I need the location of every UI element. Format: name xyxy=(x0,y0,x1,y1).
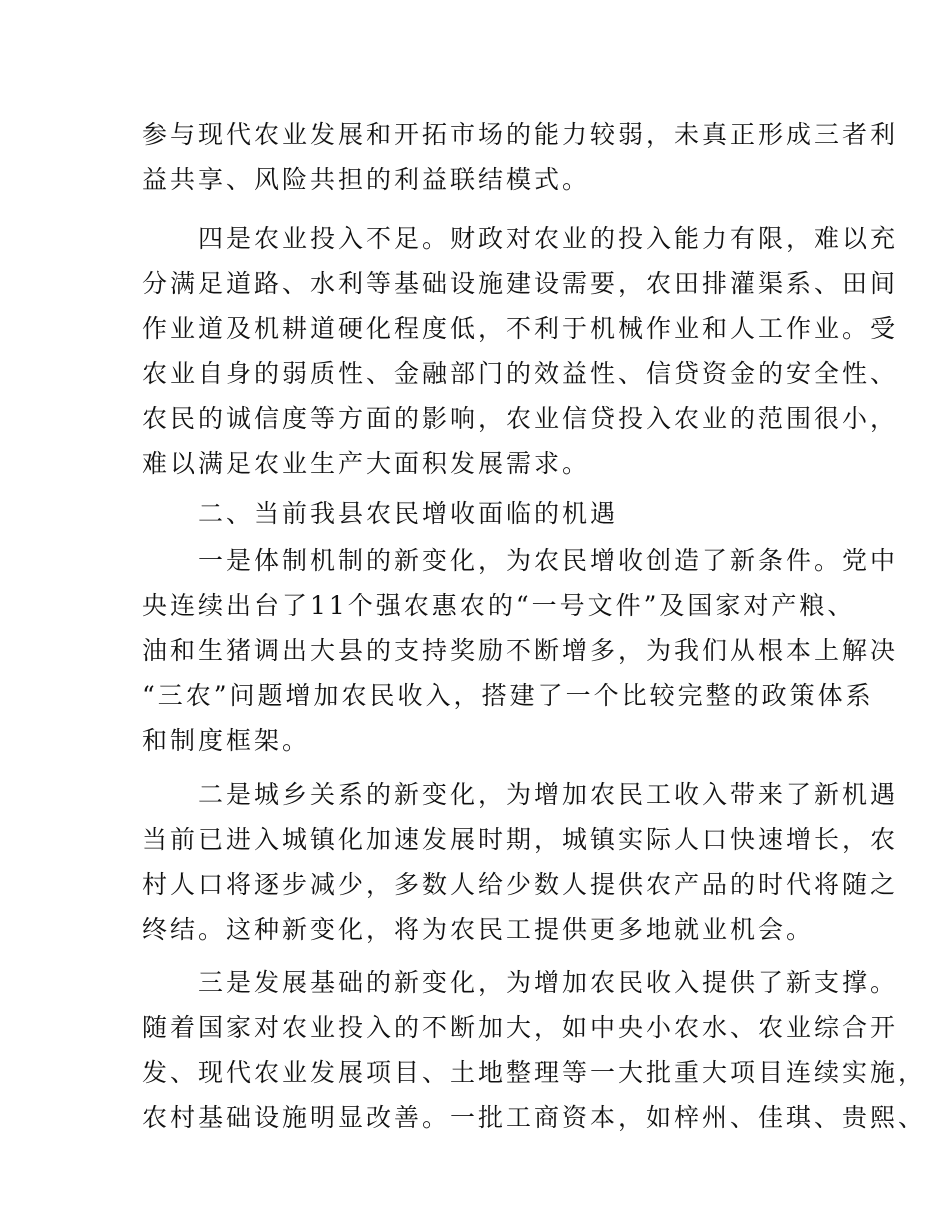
text-line: 一是体制机制的新变化，为农民增收创造了新条件。党中 xyxy=(142,546,899,575)
text-line: 参与现代农业发展和开拓市场的能力较弱，未真正形成三者利 xyxy=(142,120,899,149)
text-line: 分满足道路、水利等基础设施建设需要，农田排灌渠系、田间 xyxy=(142,269,899,298)
text-line: 随着国家对农业投入的不断加大，如中央小农水、农业综合开 xyxy=(142,1013,899,1042)
text-line: 农业自身的弱质性、金融部门的效益性、信贷资金的安全性、 xyxy=(142,359,899,388)
text-line: 村人口将逐步减少，多数人给少数人提供农产品的时代将随之 xyxy=(142,870,899,899)
section-heading: 二、当前我县农民增收面临的机遇 xyxy=(142,499,619,528)
text-line: 发、现代农业发展项目、土地整理等一大批重大项目连续实施， xyxy=(142,1058,927,1087)
text-line: 和制度框架。 xyxy=(142,726,311,755)
text-line: 农村基础设施明显改善。一批工商资本，如梓州、佳琪、贵熙、 xyxy=(142,1103,927,1132)
text-line: “三农”问题增加农民收入，搭建了一个比较完整的政策体系 xyxy=(142,681,874,710)
text-line: 终结。这种新变化，将为农民工提供更多地就业机会。 xyxy=(142,915,815,944)
text-line: 四是农业投入不足。财政对农业的投入能力有限，难以充 xyxy=(142,224,899,253)
text-line: 农民的诚信度等方面的影响，农业信贷投入农业的范围很小， xyxy=(142,404,899,433)
text-line: 央连续出台了11个强农惠农的“一号文件”及国家对产粮、 xyxy=(142,591,856,620)
text-line: 难以满足农业生产大面积发展需求。 xyxy=(142,449,591,478)
text-line: 益共享、风险共担的利益联结模式。 xyxy=(142,165,591,194)
text-line: 三是发展基础的新变化，为增加农民收入提供了新支撑。 xyxy=(142,968,899,997)
text-line: 二是城乡关系的新变化，为增加农民工收入带来了新机遇 xyxy=(142,780,899,809)
text-line: 当前已进入城镇化加速发展时期，城镇实际人口快速增长，农 xyxy=(142,825,899,854)
text-line: 作业道及机耕道硬化程度低，不利于机械作业和人工作业。受 xyxy=(142,314,899,343)
text-line: 油和生猪调出大县的支持奖励不断增多，为我们从根本上解决 xyxy=(142,636,899,665)
